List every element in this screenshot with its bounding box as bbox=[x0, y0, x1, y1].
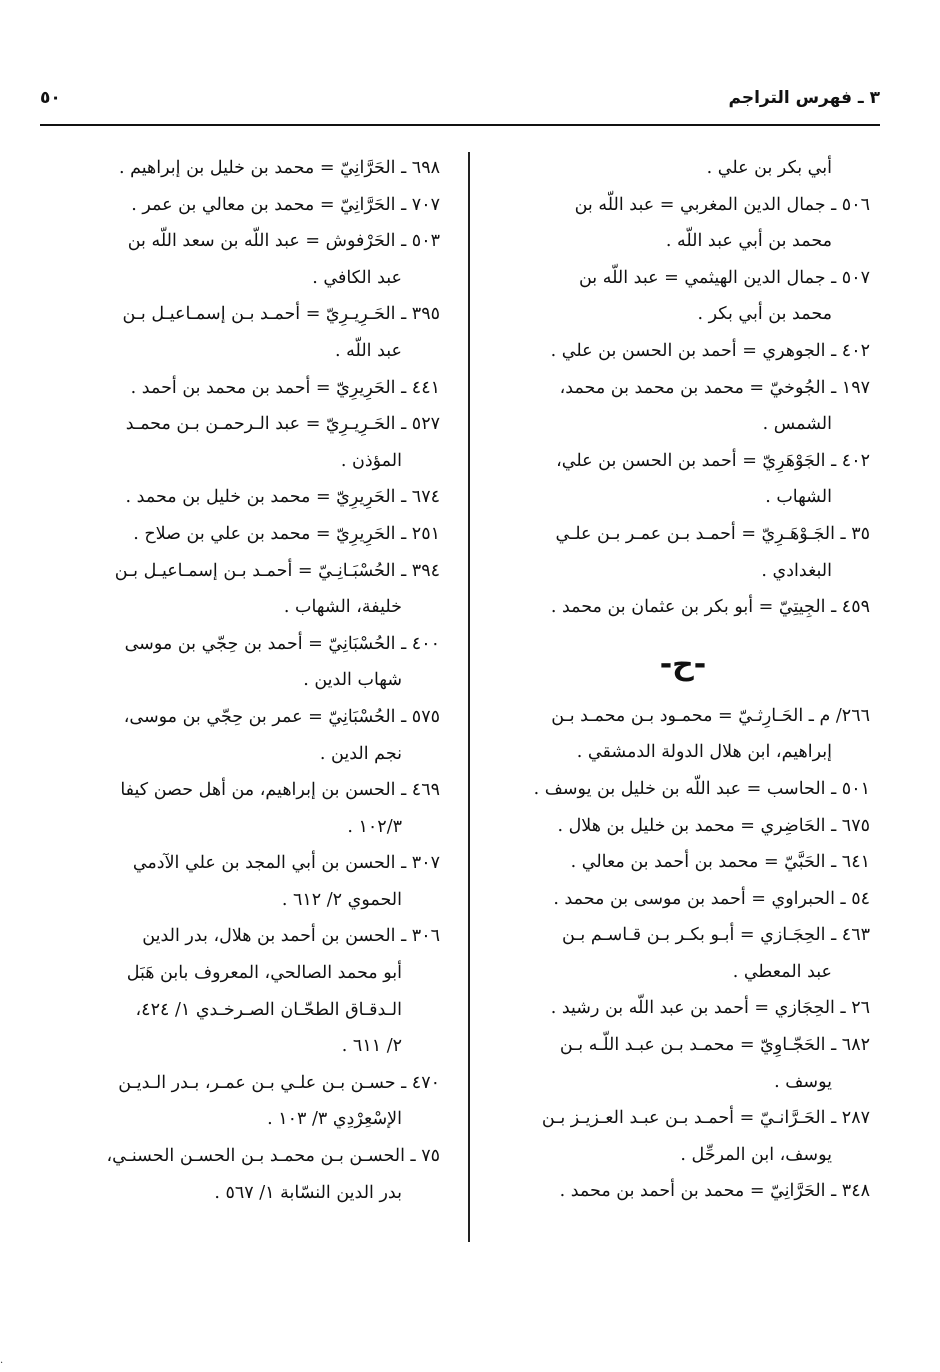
index-entry bbox=[496, 333, 870, 370]
entry-text: ٥٢٧ ـ الحَـرِيـرِيّ = عبد الـرحمـن بـن محمـد bbox=[125, 414, 440, 435]
index-entry bbox=[496, 808, 870, 845]
index-entry bbox=[496, 844, 870, 881]
index-entry bbox=[496, 370, 870, 443]
index-entry bbox=[496, 443, 870, 516]
entry-text: ٤٤١ ـ الحَرِيرِيّ = أحمد بن محمد بن أحمد . bbox=[130, 377, 440, 398]
index-entry bbox=[496, 1100, 870, 1173]
entry-continuation: ١٠٢/٣ . bbox=[347, 816, 402, 837]
index-entry bbox=[64, 296, 440, 369]
entry-text: ٣٩٥ ـ الحَـرِيـرِيّ = أحمـد بـن إسمـاعيـل بـن bbox=[122, 304, 440, 325]
right-entries-after bbox=[496, 698, 870, 1210]
index-entry bbox=[496, 260, 870, 333]
entry-text: ٥٠٦ ـ جمال الدين المغربي = عبد اللّه بن bbox=[574, 194, 870, 215]
entry-text: ٥٠١ ـ الحاسب = عبد اللّه بن خليل بن يوسف . bbox=[533, 778, 870, 799]
scan-mark: . bbox=[0, 1355, 4, 1366]
entry-text: ٣٥ ـ الجَـوْهَـرِيّ = أحمـد بـن عمـر بـن علـي bbox=[555, 523, 870, 544]
letter-heading: -ح- bbox=[659, 646, 707, 682]
index-entry bbox=[64, 479, 440, 516]
index-entry bbox=[64, 1065, 440, 1138]
index-entry bbox=[496, 698, 870, 771]
entry-continuation: خليفة، الشهاب . bbox=[283, 597, 402, 618]
entry-text: ٢٥١ ـ الحَرِيرِيّ = محمد بن علي بن صلاح . bbox=[133, 523, 440, 544]
entry-text: ٤٥٩ ـ الجِيتِيّ = أبو بكر بن عثمان بن محمد . bbox=[550, 597, 870, 618]
entry-text: ٧٠٧ ـ الحَرَّانِيّ = محمد بن معالي بن عمر . bbox=[131, 194, 440, 215]
entry-continuation: عبد اللّه . bbox=[335, 340, 402, 361]
entry-continuation: بدر الدين النسّابة ١/ ٥٦٧ . bbox=[214, 1182, 402, 1203]
entry-continuation: عبد المعطي . bbox=[732, 961, 832, 982]
entry-text: ٣٩٤ ـ الحُسْبَـانِـيّ = أحمـد بـن إسمـاعيـل بـن bbox=[114, 560, 440, 581]
entry-continuation: الإسْعِرْدِي ٣/ ١٠٣ . bbox=[267, 1109, 402, 1130]
entry-text: ١٩٧ ـ الجُوخيّ = محمد بن محمد بن محمد، bbox=[559, 377, 870, 398]
index-entry bbox=[496, 917, 870, 990]
column-divider bbox=[468, 152, 470, 1242]
entry-continuation: الشمس . bbox=[762, 414, 832, 435]
entry-continuation: عبد الكافي . bbox=[312, 267, 402, 288]
entry-text: ٣٤٨ ـ الحَرَّانِيّ = محمد بن أحمد بن محمد . bbox=[559, 1181, 870, 1202]
entry-text: ٤٠٠ ـ الحُسْبَانِيّ = أحمد بن حِجّي بن موسى bbox=[124, 633, 440, 654]
index-entry bbox=[64, 553, 440, 626]
entry-text: ٦٨٢ ـ الحَجّـاوِيّ = محمـد بـن عبـد اللّـه بـن bbox=[559, 1035, 870, 1056]
entry-continuation: الشهاب . bbox=[765, 487, 832, 508]
index-entry bbox=[64, 918, 440, 1064]
index-entry bbox=[64, 699, 440, 772]
index-entry bbox=[64, 626, 440, 699]
page-number: ٥٠ bbox=[40, 88, 61, 108]
index-entry bbox=[64, 406, 440, 479]
index-entry bbox=[64, 516, 440, 553]
page-header bbox=[40, 88, 880, 118]
index-entry bbox=[64, 223, 440, 296]
entry-continuation: المؤذن . bbox=[340, 450, 402, 471]
right-entries-before bbox=[496, 187, 870, 626]
entry-text: ٤٦٩ ـ الحسن بن إبراهيم، من أهل حصن كيفا bbox=[120, 780, 440, 801]
index-entry bbox=[64, 845, 440, 918]
entry-text: ٥٧٥ ـ الحُسْبَانِيّ = عمر بن حِجّي بن موسى، bbox=[123, 706, 440, 727]
entry-text: ٧٥ ـ الحسـن بـن محمـد بـن الحسـن الحسنـي، bbox=[106, 1146, 440, 1167]
index-entry bbox=[64, 370, 440, 407]
entry-text: ٣٠٦ ـ الحسن بن أحمد بن هلال، بدر الدين bbox=[142, 926, 440, 947]
entry-text: ٥٠٧ ـ جمال الدين الهيثمي = عبد اللّه بن bbox=[578, 267, 870, 288]
index-entry bbox=[64, 772, 440, 845]
entry-text: ٦٤١ ـ الحَبَّيّ = محمد بن أحمد بن معالي . bbox=[570, 852, 870, 873]
entry-text: ٦٧٥ ـ الحَاضِري = محمد بن خليل بن هلال . bbox=[557, 815, 870, 836]
right-column bbox=[496, 150, 870, 1210]
left-entries bbox=[64, 150, 440, 1211]
entry-text: ٦٩٨ ـ الحَرَّانِيّ = محمد بن خليل بن إبراهيم . bbox=[119, 158, 440, 178]
entry-continuation: الـدقـاق الطحّـان الصـرخـدي ١/ ٤٢٤، bbox=[135, 999, 402, 1020]
entry-text: ٤٦٣ ـ الحِجَـازي = أبـو بكـر بـن قـاسـم بـن bbox=[561, 925, 870, 946]
index-entry bbox=[496, 881, 870, 918]
entry-text: ٢٨٧ ـ الحَـرَّانـيّ = أحمـد بـن عبـد العـزيـز بـن bbox=[541, 1108, 870, 1129]
index-entry bbox=[496, 771, 870, 808]
entry-continuation: نجم الدين . bbox=[319, 743, 402, 764]
entry-text: ٦٧٤ ـ الحَرِيرِيّ = محمد بن خليل بن محمد . bbox=[125, 487, 440, 508]
entry-text: ٤٠٢ ـ الجَوْهَرِيّ = أحمد بن الحسن بن علي، bbox=[556, 450, 870, 471]
entry-text: ٤٧٠ ـ حسـن بـن علـي بـن عمـر، بـدر الـديـن bbox=[118, 1072, 440, 1093]
index-entry bbox=[496, 990, 870, 1027]
index-entry bbox=[496, 516, 870, 589]
left-column bbox=[64, 150, 440, 1211]
entry-continuation: يوسف . bbox=[774, 1071, 832, 1092]
entry-text: ٥٠٣ ـ الحَرْفوش = عبد اللّه بن سعد اللّه بن bbox=[127, 231, 440, 252]
entry-text: ٥٤ ـ الحبراوي = أحمد بن موسى بن محمد . bbox=[553, 888, 870, 909]
entry-continuation: محمد بن أبي بكر . bbox=[697, 304, 832, 325]
index-entry bbox=[64, 1138, 440, 1211]
entry-continuation: شهاب الدين . bbox=[303, 670, 402, 691]
entry-continuation: البغدادي . bbox=[761, 560, 832, 581]
index-entry bbox=[64, 187, 440, 224]
section-title: ٣ ـ فهرس التراجم bbox=[728, 88, 880, 108]
entry-continuation: إبراهيم، ابن هلال الدولة الدمشقي . bbox=[576, 742, 832, 763]
entry-continuation: محمد بن أبي عبد اللّه . bbox=[665, 231, 832, 252]
entry-text: ٣٠٧ ـ الحسن بن أبي المجد بن علي الآدمي bbox=[132, 853, 440, 874]
index-entry bbox=[496, 1027, 870, 1100]
index-entry bbox=[496, 1173, 870, 1210]
index-entry bbox=[496, 589, 870, 626]
entry-continuation: الحموي ٢/ ٦١٢ . bbox=[281, 889, 402, 910]
continuation-line: أبي بكر بن علي . bbox=[706, 158, 832, 178]
entry-continuation: يوسف، ابن المرحِّل . bbox=[680, 1144, 832, 1165]
entry-continuation: أبو محمد الصالحي، المعروف بابن هَبَل bbox=[126, 963, 402, 984]
entry-text: ٢٦٦/ م ـ الحَـارِثـيّ = محمـود بـن محمـد بـن bbox=[551, 705, 870, 726]
index-entry bbox=[64, 150, 440, 187]
entry-text: ٤٠٢ ـ الجوهري = أحمد بن الحسن بن علي . bbox=[550, 340, 870, 361]
entry-continuation: ٢/ ٦١١ . bbox=[341, 1036, 402, 1057]
header-rule bbox=[40, 124, 880, 126]
index-entry bbox=[496, 187, 870, 260]
entry-text: ٢٦ ـ الحِجَازي = أحمد بن عبد اللّه بن رشيد . bbox=[550, 998, 870, 1019]
